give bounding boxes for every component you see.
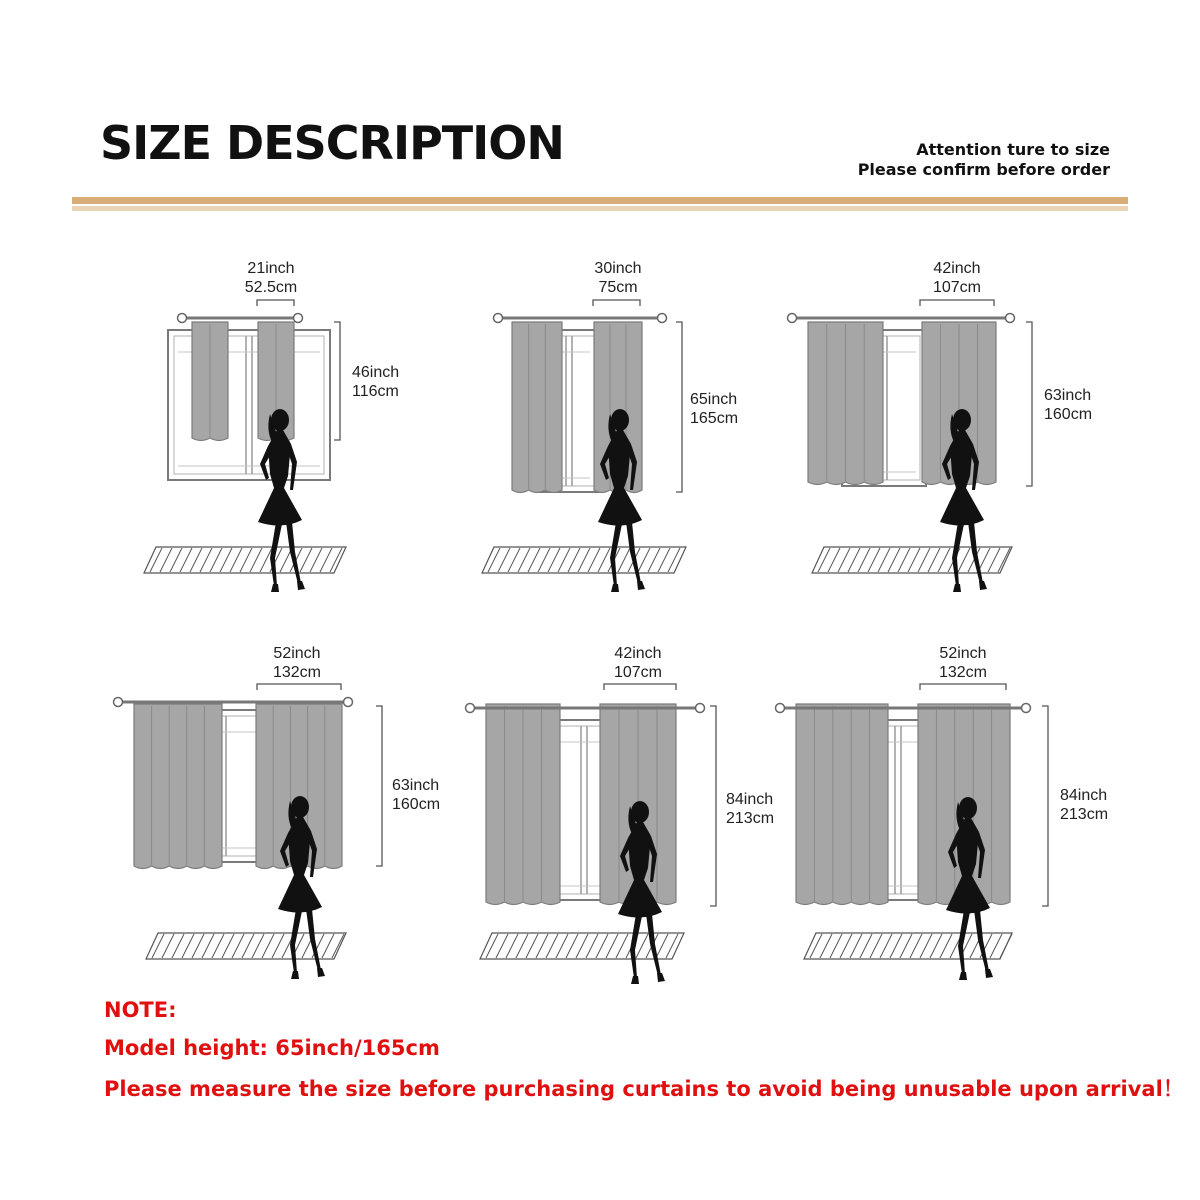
attention-line-2: Please confirm before order	[857, 160, 1110, 179]
figure-shoe	[271, 584, 279, 592]
height-cm-label: 160cm	[392, 796, 441, 813]
note-warning: Please measure the size before purchasing curtains to avoid being unusable upon arrival！	[104, 1077, 1184, 1101]
rod-finial	[776, 704, 785, 713]
width-dimension-bracket	[257, 300, 294, 306]
rod-finial	[696, 704, 705, 713]
height-cm-label: 165cm	[690, 410, 739, 427]
height-dimension-bracket	[1042, 706, 1048, 906]
curtain-diagram-6	[776, 645, 1109, 980]
curtain-panel	[796, 704, 888, 905]
rod-finial	[1006, 314, 1015, 323]
figure-shoe	[979, 581, 987, 590]
figure-shoe	[611, 584, 619, 592]
rod-finial	[658, 314, 667, 323]
height-cm-label: 160cm	[1044, 406, 1093, 423]
width-inch-label: 42inch	[933, 260, 981, 277]
height-cm-label: 116cm	[352, 383, 399, 400]
figure-shoe	[291, 971, 299, 979]
curtain-diagram-3	[788, 260, 1093, 592]
curtain-diagram-2	[482, 260, 738, 592]
width-inch-label: 30inch	[594, 260, 642, 277]
height-cm-label: 213cm	[1060, 806, 1109, 823]
page-title: SIZE DESCRIPTION	[100, 116, 564, 170]
width-inch-label: 21inch	[247, 260, 295, 277]
note-model-height: Model height: 65inch/165cm	[104, 1036, 440, 1060]
height-dimension-bracket	[334, 322, 340, 440]
curtain-diagram-1	[144, 260, 399, 592]
width-dimension-bracket	[257, 684, 341, 690]
rod-finial	[1022, 704, 1031, 713]
height-dimension-bracket	[710, 706, 716, 906]
height-inch-label: 84inch	[1060, 787, 1108, 804]
rod-finial	[114, 698, 123, 707]
height-dimension-bracket	[676, 322, 682, 492]
rod-finial	[294, 314, 303, 323]
width-cm-label: 107cm	[932, 279, 982, 296]
width-dimension-bracket	[604, 684, 676, 690]
rod-finial	[178, 314, 187, 323]
height-dimension-bracket	[376, 706, 382, 866]
floor-rug	[812, 547, 1012, 573]
width-cm-label: 132cm	[272, 664, 322, 681]
curtain-panel	[512, 322, 562, 493]
rod-finial	[466, 704, 475, 713]
width-inch-label: 52inch	[273, 645, 321, 662]
figure-shoe	[959, 972, 967, 980]
width-dimension-bracket	[920, 300, 994, 306]
width-cm-label: 132cm	[938, 664, 988, 681]
rod-finial	[788, 314, 797, 323]
width-inch-label: 42inch	[614, 645, 662, 662]
figure-shoe	[631, 976, 639, 984]
height-inch-label: 84inch	[726, 791, 774, 808]
figure-shoe	[953, 584, 961, 592]
width-cm-label: 75cm	[598, 279, 638, 296]
note-label: NOTE:	[104, 998, 177, 1022]
figure-shoe	[637, 581, 645, 590]
width-cm-label: 52.5cm	[244, 279, 298, 296]
rod-finial	[494, 314, 503, 323]
figure-shoe	[297, 581, 305, 590]
height-cm-label: 213cm	[726, 810, 775, 827]
rod-finial	[344, 698, 353, 707]
figure-shoe	[317, 968, 325, 977]
curtain-panel	[134, 704, 222, 869]
width-cm-label: 107cm	[613, 664, 663, 681]
height-inch-label: 65inch	[690, 391, 738, 408]
curtain-diagram-4	[114, 645, 441, 979]
height-dimension-bracket	[1026, 322, 1032, 486]
height-inch-label: 46inch	[352, 364, 400, 381]
width-inch-label: 52inch	[939, 645, 987, 662]
height-inch-label: 63inch	[1044, 387, 1092, 404]
height-inch-label: 63inch	[392, 777, 440, 794]
figure-shoe	[657, 973, 665, 982]
figure-shoe	[985, 969, 993, 978]
width-dimension-bracket	[593, 300, 640, 306]
curtain-diagram-5	[466, 645, 775, 984]
attention-line-1: Attention ture to size	[916, 140, 1110, 159]
width-dimension-bracket	[920, 684, 1006, 690]
